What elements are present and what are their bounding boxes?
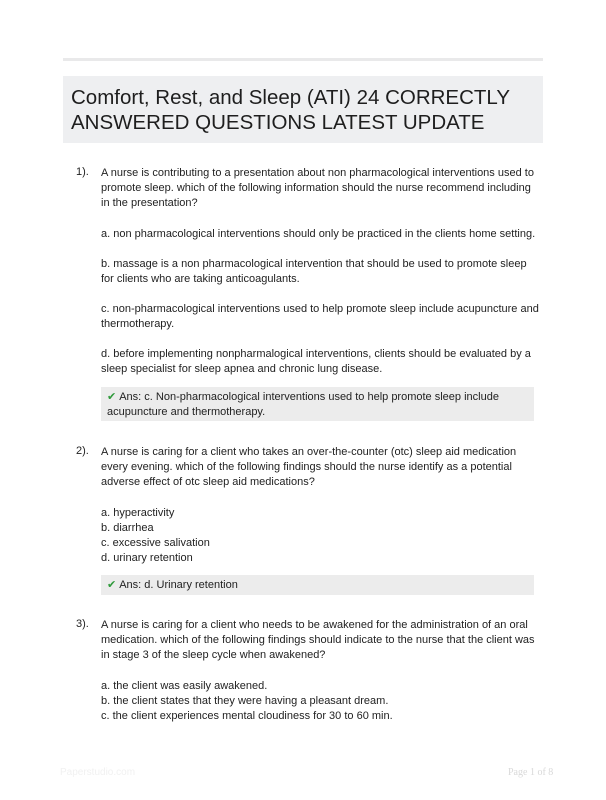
correct-answer-text: Ans: d. Urinary retention — [119, 579, 238, 591]
question-number: 3). — [76, 618, 89, 630]
footer-watermark: Paperstudio.com — [60, 767, 136, 778]
correct-answer — [101, 387, 534, 421]
answer-option: d. before implementing nonpharmalogical interventions, clients should be evaluated by a sleep specialist for sleep apnea and chronic lung disease. — [101, 348, 531, 375]
correct-answer — [101, 575, 534, 595]
answer-option: d. urinary retention — [101, 552, 193, 564]
answer-option: b. massage is a non pharmacological intervention that should be used to promote sleep for clients who are taking anticoagulants. — [101, 258, 527, 285]
question-stem: A nurse is caring for a client who needs to be awakened for the administration of an oral medication. which of the following findings should indicate to the nurse that the client was in stage 3 of the sleep cycle when awakened? — [101, 619, 535, 661]
question-stem: A nurse is contributing to a presentation about non pharmacological interventions used to promote sleep. which of the following information should the nurse recommend including in the presentation? — [101, 167, 534, 209]
page-title: Comfort, Rest, and Sleep (ATI) 24 CORRECTLY ANSWERED QUESTIONS LATEST UPDATE — [71, 86, 510, 134]
answer-option: a. non pharmacological interventions should only be practiced in the clients home setting. — [101, 228, 536, 240]
answer-option: a. hyperactivity — [101, 507, 175, 519]
question-stem: A nurse is caring for a client who takes an over-the-counter (otc) sleep aid medication every evening. which of the following findings should the nurse identify as a potential adverse effect of otc sleep aid medications? — [101, 446, 517, 488]
checkmark-icon: ✔ — [107, 390, 117, 403]
page-number: Page 1 of 8 — [508, 767, 554, 778]
correct-answer-text: Ans: c. Non-pharmacological interventions used to help promote sleep include acupuncture and thermotherapy. — [107, 391, 499, 418]
answer-option: c. excessive salivation — [101, 537, 210, 549]
answer-option: b. the client states that they were having a pleasant dream. — [101, 695, 389, 707]
question-number: 2). — [76, 445, 89, 457]
top-divider — [63, 58, 543, 61]
question-number: 1). — [76, 166, 89, 178]
answer-option: c. the client experiences mental cloudiness for 30 to 60 min. — [101, 710, 393, 722]
checkmark-icon: ✔ — [107, 578, 117, 591]
answer-option: a. the client was easily awakened. — [101, 680, 268, 692]
title-banner — [63, 76, 543, 143]
answer-option: c. non-pharmacological interventions used to help promote sleep include acupuncture and thermotherapy. — [101, 303, 539, 330]
answer-option: b. diarrhea — [101, 522, 154, 534]
